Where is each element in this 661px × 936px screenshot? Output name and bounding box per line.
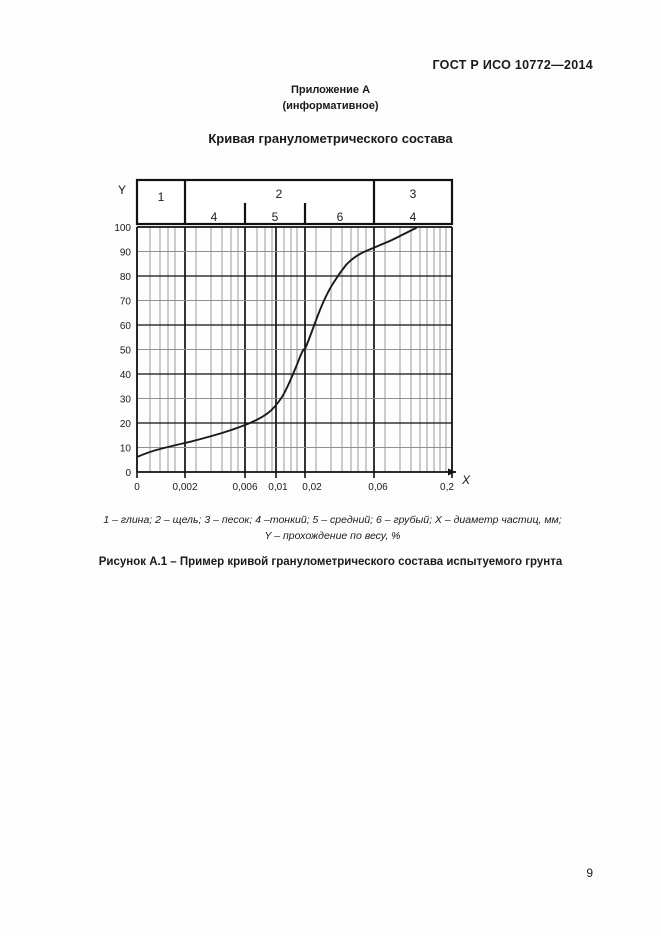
zone-label-top-3: 3 [409, 187, 417, 201]
plot-grid [137, 227, 452, 472]
x-tick-001: 0,01 [268, 482, 288, 493]
x-tick-002: 0,02 [302, 482, 322, 493]
y-tick-60: 60 [119, 321, 131, 332]
x-axis-label: X [461, 473, 471, 487]
annex-title: Приложение А [290, 84, 371, 96]
y-tick-70: 70 [119, 296, 131, 308]
figure-caption: Рисунок А.1 – Пример кривой гранулометрического состава испытуемого грунта [98, 556, 563, 568]
document-header-standard: ГОСТ Р ИСО 10772—2014 [432, 58, 593, 72]
x-tick-02: 0,2 [440, 482, 454, 493]
x-tick-0006: 0,006 [232, 482, 258, 493]
zone-label-bottom-4: 4 [210, 210, 218, 224]
figure-legend-line-1: 1 – глина; 2 – щель; 3 – песок; 4 –тонкий; 5 – средний; 6 – грубый; X – диаметр частиц, мм; [103, 514, 562, 526]
section-title: Кривая гранулометрического состава [208, 131, 453, 146]
x-tick-labels [134, 482, 454, 493]
y-tick-100: 100 [114, 223, 131, 234]
y-axis-label: Y [117, 183, 127, 197]
y-tick-40: 40 [119, 370, 131, 381]
annex-heading-block [0, 82, 661, 114]
zone-label-bottom-6: 6 [336, 210, 344, 224]
zone-label-bottom-5: 5 [271, 210, 279, 224]
page-number: 9 [586, 866, 593, 880]
zone-label-top-1: 1 [157, 190, 165, 204]
y-tick-20: 20 [119, 419, 131, 430]
figure-legend [60, 512, 605, 544]
zone-header-box [137, 180, 452, 224]
chart-svg [0, 172, 661, 502]
y-tick-30: 30 [119, 394, 131, 406]
zone-label-bottom-4b: 4 [409, 210, 417, 224]
x-tick-0: 0 [134, 482, 140, 493]
y-tick-labels [114, 223, 131, 479]
zone-label-top-2: 2 [275, 187, 283, 201]
y-tick-10: 10 [119, 443, 131, 455]
figure-legend-line-2: Y – прохождение по весу, % [264, 530, 401, 542]
figure-granulometric-curve [0, 172, 661, 502]
x-tick-006: 0,06 [368, 482, 388, 493]
y-tick-90: 90 [119, 247, 131, 259]
annex-subtitle: (информативное) [282, 100, 379, 112]
y-tick-0: 0 [125, 468, 131, 479]
y-tick-50: 50 [119, 345, 131, 357]
y-tick-80: 80 [119, 272, 131, 283]
x-tick-0002: 0,002 [172, 482, 198, 493]
